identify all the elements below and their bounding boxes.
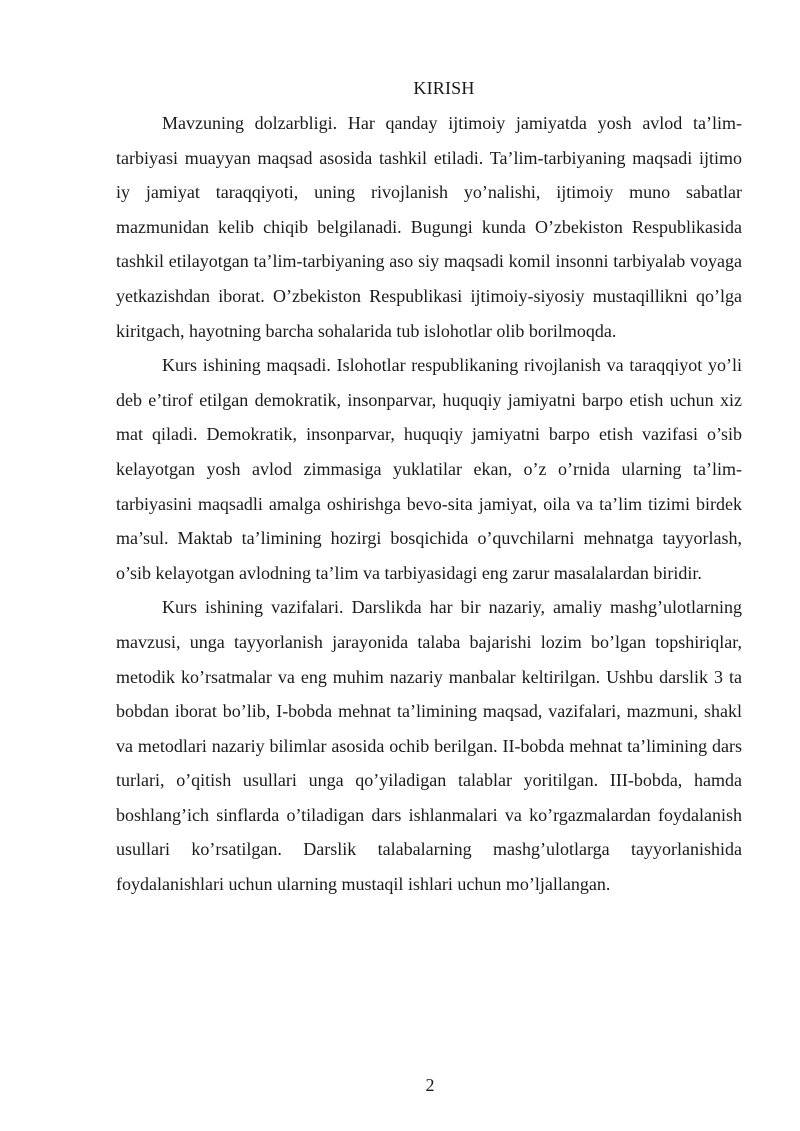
paragraph-tasks: Kurs ishining vazifalari. Darslikda har bir nazariy, amaliy mashg’ulotlarning mavzusi, unga tayyorlanish jarayonida talaba bajarishi lozim bo’lgan topshiriqlar, metodik ko’rsatmalar va eng muhim nazariy manbalar keltirilgan. Ushbu darslik 3 ta bobdan iborat bo’lib, I-bobda mehnat ta’limining maqsad, vazifalari, mazmuni, shakl va metodlari nazariy bilimlar asosida ochib berilgan. II-bobda mehnat ta’limining dars turlari, o’qitish usullari unga qo’yiladigan talablar yoritilgan. III-bobda, hamda boshlang’ich sinflarda o’tiladigan dars ishlanmalari va ko’rgazmalardan foydalanish usullari ko’rsatilgan. Darslik talabalarning mashg’ulotlarga tayyorlanishida foydalanishlari uchun ularning mustaqil ishlari uchun mo’ljallangan. [116,597,742,895]
paragraph-relevance: Mavzuning dolzarbligi. Har qanday ijtimoiy jamiyatda yosh avlod ta’lim-tarbiyasi muayyan maqsad asosida tashkil etiladi. Ta’lim-tarbiyaning maqsadi ijtimo iy jamiyat taraqqiyoti, uning rivojlanish yo’nalishi, ijtimoiy muno sabatlar mazmunidan kelib chiqib belgilanadi. Bugungi kunda O’zbekiston Respublikasida tashkil etilayotgan ta’lim-tarbiyaning aso siy maqsadi komil insonni tarbiyalab voyaga yetkazishdan iborat. O’zbekiston Respublikasi ijtimoiy-siyosiy mustaqillikni qo’lga kiritgach, hayotning barcha sohalarida tub islohotlar olib borilmoqda. [116,113,742,341]
page-body [116,74,742,902]
page-number: 2 [425,1075,435,1095]
section-heading: KIRISH [413,78,475,98]
paragraph-goal: Kurs ishining maqsadi. Islohotlar respublikaning rivojlanish va taraqqiyot yo’li deb e’tirof etilgan demokratik, insonparvar, huquqiy jamiyatni barpo etish uchun xiz mat qiladi. Demokratik, insonparvar, huquqiy jamiyatni barpo etish vazifasi o’sib kelayotgan yosh avlod zimmasiga yuklatilar ekan, o’z o’rnida ularning ta’lim-tarbiyasini maqsadli amalga oshirishga bevo-sita jamiyat, oila va ta’lim tizimi birdek ma’sul. Maktab ta’limining hozirgi bosqichida o’quvchilarni mehnatga tayyorlash, o’sib kelayotgan avlodning ta’lim va tarbiyasidagi eng zarur masalalardan biridir. [116,355,742,583]
